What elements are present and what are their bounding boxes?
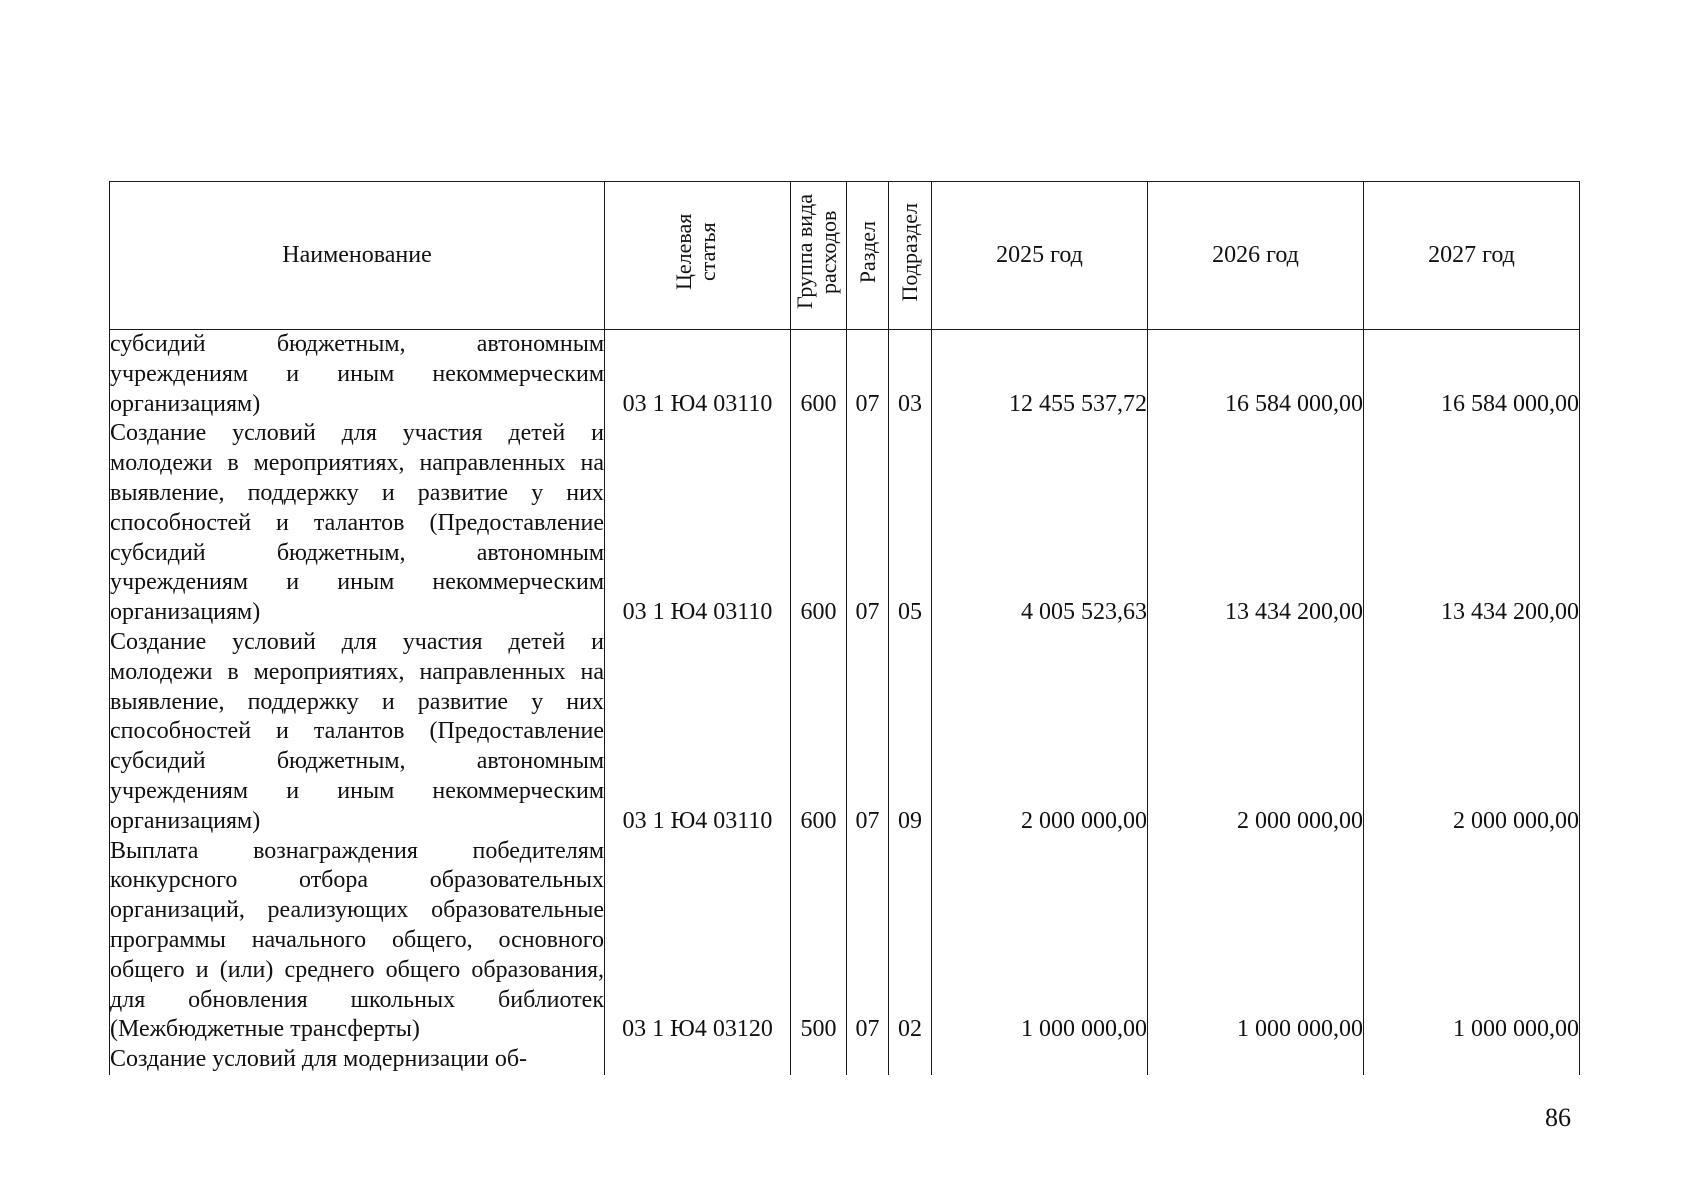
header-year-2026: 2026 год — [1148, 182, 1364, 330]
header-expense-group: Группа вида расходов — [791, 182, 847, 330]
row-amount-2025: 4 005 523,63 — [932, 419, 1148, 628]
row-target-article: 03 1 Ю4 03110 — [605, 330, 791, 420]
row-target-article: 03 1 Ю4 03120 — [605, 837, 791, 1046]
row-section: 07 — [847, 330, 889, 420]
header-section: Раздел — [847, 182, 889, 330]
row-name: Выплата вознаграждения победителям конкурсного отбора образовательных организаций, реализующих образовательные программы начального общего, основного общего и (или) среднего общего образования, для обновления школьных библиотек (Межбюджетные трансферты) — [110, 837, 605, 1046]
row-target-article: 03 1 Ю4 03110 — [605, 628, 791, 837]
budget-table — [109, 181, 1580, 1075]
header-year-2025: 2025 год — [932, 182, 1148, 330]
row-subsection: 03 — [889, 330, 932, 420]
table-row-continuation — [110, 1045, 1580, 1075]
row-amount-2026: 1 000 000,00 — [1148, 837, 1364, 1046]
row-amount-2027: 2 000 000,00 — [1364, 628, 1580, 837]
row-section: 07 — [847, 419, 889, 628]
row-expense-group: 600 — [791, 330, 847, 420]
header-name: Наименование — [110, 182, 605, 330]
row-subsection: 05 — [889, 419, 932, 628]
row-amount-2025: 2 000 000,00 — [932, 628, 1148, 837]
header-year-2027: 2027 год — [1364, 182, 1580, 330]
row-name: Создание условий для участия детей и молодежи в мероприятиях, направленных на выявление, поддержку и развитие у них способностей и талантов (Предоставление субсидий бюджетным, автономным учреждениям и иным некоммерческим организациям) — [110, 628, 605, 837]
row-section: 07 — [847, 628, 889, 837]
page-number: 86 — [1545, 1103, 1571, 1132]
row-name: субсидий бюджетным, автономным учреждениям и иным некоммерческим организациям) — [110, 330, 605, 420]
row-subsection: 02 — [889, 837, 932, 1046]
row-name: Создание условий для участия детей и молодежи в мероприятиях, направленных на выявление, поддержку и развитие у них способностей и талантов (Предоставление субсидий бюджетным, автономным учреждениям и иным некоммерческим организациям) — [110, 419, 605, 628]
header-row — [110, 182, 1580, 330]
row-amount-2026: 2 000 000,00 — [1148, 628, 1364, 837]
row-subsection: 09 — [889, 628, 932, 837]
header-subsection: Подраздел — [889, 182, 932, 330]
table-row — [110, 837, 1580, 1046]
row-amount-2027: 13 434 200,00 — [1364, 419, 1580, 628]
header-target-article: Целевая статья — [605, 182, 791, 330]
row-target-article: 03 1 Ю4 03110 — [605, 419, 791, 628]
table-row — [110, 419, 1580, 628]
row-amount-2027: 16 584 000,00 — [1364, 330, 1580, 420]
row-amount-2026: 16 584 000,00 — [1148, 330, 1364, 420]
table-row — [110, 628, 1580, 837]
table-row — [110, 330, 1580, 420]
row-name-continuation: Создание условий для модернизации об- — [110, 1045, 605, 1075]
row-expense-group: 500 — [791, 837, 847, 1046]
row-expense-group: 600 — [791, 419, 847, 628]
row-amount-2025: 1 000 000,00 — [932, 837, 1148, 1046]
row-amount-2025: 12 455 537,72 — [932, 330, 1148, 420]
row-amount-2027: 1 000 000,00 — [1364, 837, 1580, 1046]
row-amount-2026: 13 434 200,00 — [1148, 419, 1364, 628]
row-section: 07 — [847, 837, 889, 1046]
row-expense-group: 600 — [791, 628, 847, 837]
